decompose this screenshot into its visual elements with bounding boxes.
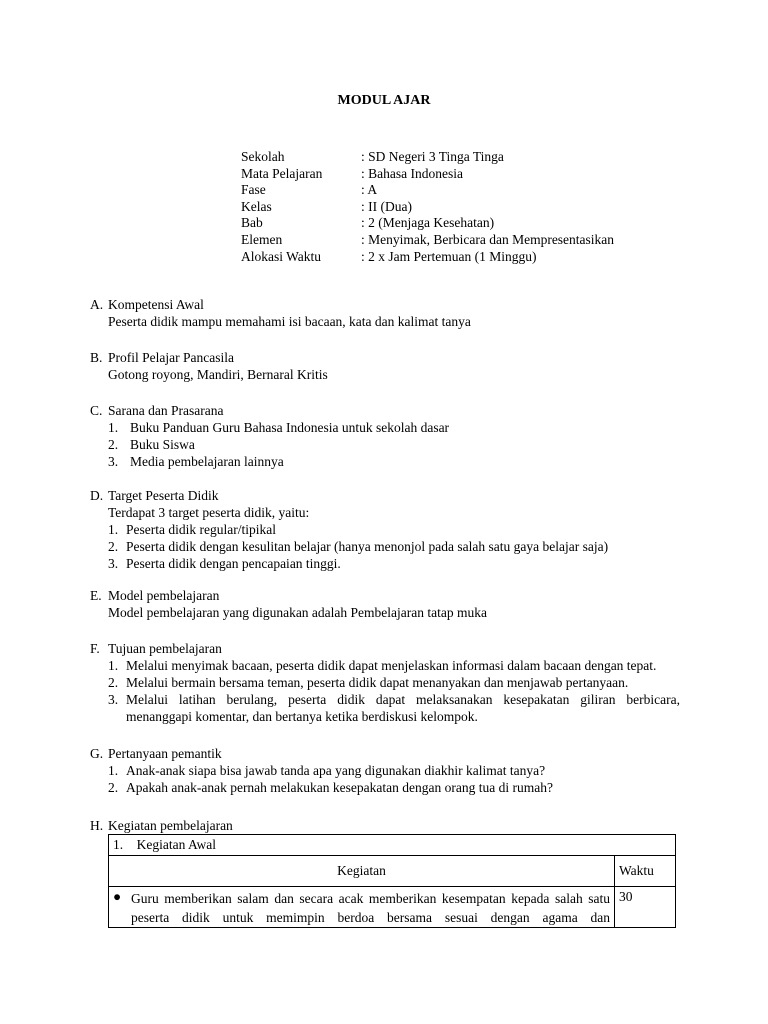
numbered-list: [90, 657, 680, 725]
bullet-icon: ●: [113, 889, 122, 904]
info-value: : II (Dua): [361, 198, 412, 214]
column-header-waktu: Waktu: [615, 856, 676, 887]
section-title: Profil Pelajar Pancasila: [108, 350, 234, 365]
table-row: [109, 835, 676, 856]
list-item: 2. Buku Siswa: [108, 437, 195, 452]
column-header-kegiatan: Kegiatan: [109, 856, 615, 887]
info-value: : 2 (Menjaga Kesehatan): [361, 215, 495, 231]
numbered-list: [90, 762, 680, 796]
list-item: 2. Peserta didik dengan kesulitan belajar (hanya menonjol pada salah satu gaya belajar saja): [108, 539, 609, 554]
numbered-list: [90, 419, 680, 470]
section-model-pembelajaran: [90, 587, 680, 621]
section-text: Model pembelajaran yang digunakan adalah Pembelajaran tatap muka: [108, 605, 487, 620]
section-title: Model pembelajaran: [108, 588, 220, 603]
info-row: [241, 199, 614, 216]
info-label: Fase: [241, 182, 266, 198]
info-row: [241, 149, 614, 166]
section-title: Sarana dan Prasarana: [108, 403, 224, 418]
info-label: Sekolah: [241, 149, 285, 164]
section-tujuan-pembelajaran: [90, 640, 680, 725]
info-row: [241, 182, 614, 199]
info-block: [241, 149, 614, 265]
list-item: 3. Media pembelajaran lainnya: [108, 454, 284, 469]
document-title: MODUL AJAR: [337, 93, 431, 108]
section-title: Kegiatan pembelajaran: [108, 818, 233, 833]
table-header-row: [109, 856, 676, 887]
section-letter: C.: [90, 403, 103, 418]
list-item: 1. Melalui menyimak bacaan, peserta didik dapat menjelaskan informasi dalam bacaan dengan tepat.: [108, 658, 657, 673]
info-label: Elemen: [241, 231, 283, 247]
section-title: Kompetensi Awal: [108, 297, 204, 312]
table-row: [109, 887, 676, 928]
table-section-title: 1. Kegiatan Awal: [109, 835, 676, 856]
section-sarana-prasarana: [90, 402, 680, 470]
list-item: 1. Peserta didik regular/tipikal: [108, 522, 276, 537]
section-title: Tujuan pembelajaran: [108, 641, 222, 656]
section-letter: H.: [90, 818, 104, 833]
section-letter: G.: [90, 746, 104, 761]
info-label: Mata Pelajaran: [241, 165, 323, 181]
section-title: Target Peserta Didik: [108, 488, 219, 503]
info-value: : A: [361, 182, 378, 198]
info-value: : SD Negeri 3 Tinga Tinga: [361, 149, 504, 164]
info-value: : 2 x Jam Pertemuan (1 Minggu): [361, 248, 537, 264]
info-label: Bab: [241, 215, 263, 231]
section-kompetensi-awal: [90, 296, 680, 330]
table-cell-waktu: 30: [615, 887, 676, 928]
list-item: 3. Peserta didik dengan pencapaian tinggi.: [108, 556, 341, 571]
section-letter: F.: [90, 641, 100, 656]
info-row: [241, 166, 614, 183]
section-pertanyaan-pemantik: [90, 745, 680, 796]
kegiatan-text: Guru memberikan salam dan secara acak memberikan kesempatan kepada salah satu peserta didik untuk memimpin berdoa bersama sesuai dengan agama dan: [131, 891, 610, 925]
section-profil-pelajar: [90, 349, 680, 383]
list-item: 2. Melalui bermain bersama teman, peserta didik dapat menanyakan dan menjawab pertanyaan.: [108, 675, 629, 690]
section-title: Pertanyaan pemantik: [108, 746, 222, 761]
section-kegiatan-pembelajaran: [90, 817, 680, 834]
info-row: [241, 232, 614, 249]
section-text: Peserta didik mampu memahami isi bacaan, kata dan kalimat tanya: [108, 314, 471, 329]
info-row: [241, 215, 614, 232]
info-label: Kelas: [241, 198, 272, 214]
section-letter: A.: [90, 297, 104, 312]
section-intro: Terdapat 3 target peserta didik, yaitu:: [108, 505, 310, 520]
section-target-peserta: [90, 487, 680, 572]
info-row: [241, 249, 614, 266]
section-letter: D.: [90, 488, 104, 503]
section-text: Gotong royong, Mandiri, Bernaral Kritis: [108, 367, 328, 382]
list-item: 3. Melalui latihan berulang, peserta didik dapat melaksanakan kesepakatan giliran berbicara, menanggapi komentar, dan bertanya ketika berdiskusi kelompok.: [108, 692, 680, 724]
info-label: Alokasi Waktu: [241, 248, 322, 264]
list-item: 1. Anak-anak siapa bisa jawab tanda apa yang digunakan diakhir kalimat tanya?: [108, 763, 546, 778]
table-cell-kegiatan: [109, 887, 615, 928]
numbered-list: [90, 521, 680, 572]
info-value: : Bahasa Indonesia: [361, 165, 463, 181]
info-value: : Menyimak, Berbicara dan Mempresentasikan: [361, 231, 615, 247]
kegiatan-table: [108, 834, 676, 928]
list-item: 2. Apakah anak-anak pernah melakukan kesepakatan dengan orang tua di rumah?: [108, 780, 553, 795]
list-item: 1. Buku Panduan Guru Bahasa Indonesia untuk sekolah dasar: [108, 420, 450, 435]
section-letter: E.: [90, 588, 102, 603]
section-letter: B.: [90, 350, 103, 365]
